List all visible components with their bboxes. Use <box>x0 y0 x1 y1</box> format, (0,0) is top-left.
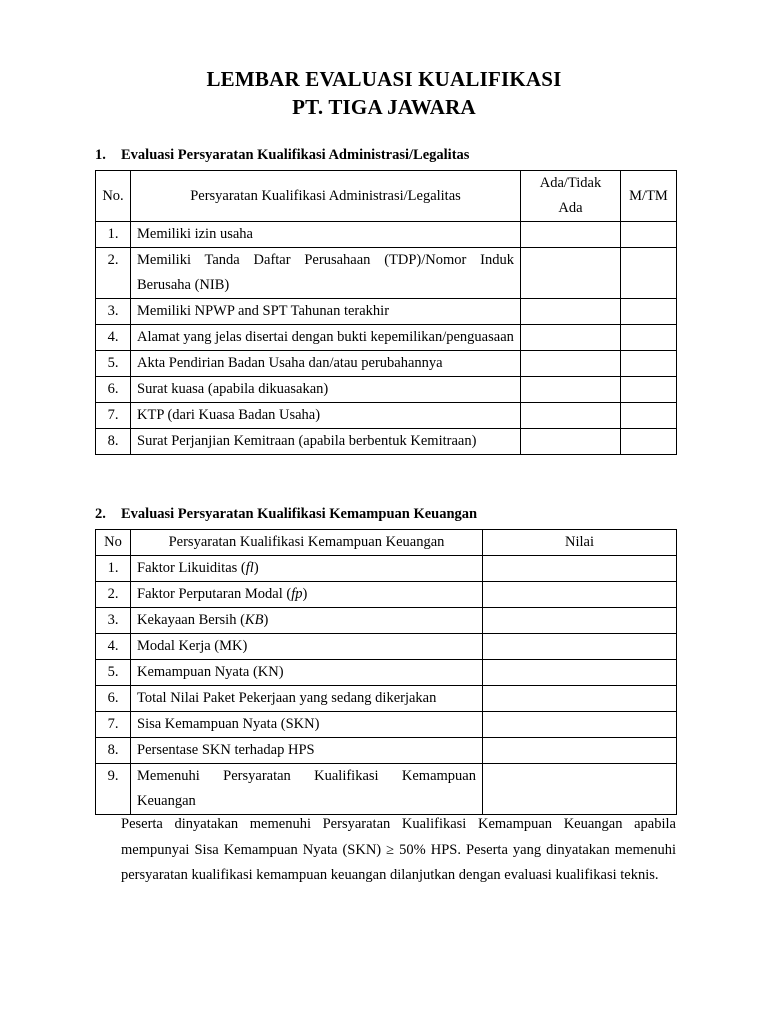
value-cell[interactable] <box>483 634 677 660</box>
row-requirement: Modal Kerja (MK) <box>131 634 483 660</box>
company-name: PT. TIGA JAWARA <box>292 95 476 119</box>
financial-note: Peserta dinyatakan memenuhi Persyaratan Kualifikasi Kemampuan Keuangan apabila mempunyai Sisa Kemampuan Nyata (SKN) ≥ 50% HPS. Peserta yang dinyatakan memenuhi persyaratan kualifikasi kemampuan keuangan dilanjutkan dengan evaluasi kualifikasi teknis. <box>121 816 676 884</box>
row-text: Faktor Likuiditas ( <box>137 560 246 576</box>
row-no: 3. <box>96 608 131 634</box>
table-row <box>96 738 677 764</box>
row-requirement: Sisa Kemampuan Nyata (SKN) <box>131 712 483 738</box>
header-requirement: Persyaratan Kualifikasi Kemampuan Keuangan <box>131 530 483 556</box>
value-cell[interactable] <box>483 738 677 764</box>
section2-heading <box>95 506 477 523</box>
row-italic: fl <box>245 560 254 576</box>
document-title: LEMBAR EVALUASI KUALIFIKASI <box>206 67 562 91</box>
mtm-cell[interactable] <box>621 248 677 299</box>
table-row <box>96 556 677 582</box>
table-row <box>96 377 677 403</box>
row-no: 1. <box>96 222 131 248</box>
row-text: Kekayaan Bersih ( <box>137 612 245 628</box>
row-after: ) <box>253 560 259 576</box>
availability-cell[interactable] <box>521 248 621 299</box>
availability-cell[interactable] <box>521 325 621 351</box>
row-requirement: Memiliki NPWP and SPT Tahunan terakhir <box>131 299 521 325</box>
row-requirement: Alamat yang jelas disertai dengan bukti kepemilikan/penguasaan <box>131 325 521 351</box>
administrative-requirements-table <box>95 170 677 455</box>
header-availability-line1: Ada/Tidak <box>539 175 602 191</box>
financial-requirements-table <box>95 529 677 815</box>
row-no: 7. <box>96 403 131 429</box>
row-requirement: Akta Pendirian Badan Usaha dan/atau perubahannya <box>131 351 521 377</box>
row-no: 2. <box>96 582 131 608</box>
table-row <box>96 248 677 299</box>
table-row <box>96 712 677 738</box>
mtm-cell[interactable] <box>621 222 677 248</box>
row-no: 4. <box>96 634 131 660</box>
value-cell[interactable] <box>483 556 677 582</box>
row-requirement: Kemampuan Nyata (KN) <box>131 660 483 686</box>
mtm-cell[interactable] <box>621 299 677 325</box>
row-no: 7. <box>96 712 131 738</box>
header-no: No. <box>96 171 131 222</box>
header-availability-line2: Ada <box>558 200 583 216</box>
row-no: 4. <box>96 325 131 351</box>
row-no: 5. <box>96 660 131 686</box>
mtm-cell[interactable] <box>621 351 677 377</box>
availability-cell[interactable] <box>521 377 621 403</box>
mtm-cell[interactable] <box>621 325 677 351</box>
row-no: 6. <box>96 377 131 403</box>
mtm-cell[interactable] <box>621 377 677 403</box>
row-no: 8. <box>96 738 131 764</box>
section1-number: 1. <box>95 147 106 163</box>
row-after: ) <box>263 612 269 628</box>
table-row <box>96 608 677 634</box>
table-row <box>96 403 677 429</box>
value-cell[interactable] <box>483 608 677 634</box>
table-row <box>96 660 677 686</box>
mtm-cell[interactable] <box>621 429 677 455</box>
section1-heading <box>95 147 469 164</box>
row-requirement <box>131 556 483 582</box>
header-value: Nilai <box>483 530 677 556</box>
section2-number: 2. <box>95 506 106 522</box>
table-row <box>96 429 677 455</box>
row-no: 3. <box>96 299 131 325</box>
table-row <box>96 351 677 377</box>
availability-cell[interactable] <box>521 222 621 248</box>
header-availability <box>521 171 621 222</box>
row-requirement: Surat Perjanjian Kemitraan (apabila berbentuk Kemitraan) <box>131 429 521 455</box>
value-cell[interactable] <box>483 712 677 738</box>
section1-title: Evaluasi Persyaratan Kualifikasi Administrasi/Legalitas <box>121 147 470 163</box>
row-no: 1. <box>96 556 131 582</box>
table-header-row <box>96 171 677 222</box>
availability-cell[interactable] <box>521 403 621 429</box>
header-no: No <box>96 530 131 556</box>
table-row <box>96 299 677 325</box>
row-text: Faktor Perputaran Modal ( <box>137 586 292 602</box>
row-requirement <box>131 582 483 608</box>
row-requirement: Total Nilai Paket Pekerjaan yang sedang dikerjakan <box>131 686 483 712</box>
row-no: 6. <box>96 686 131 712</box>
availability-cell[interactable] <box>521 351 621 377</box>
table-row <box>96 222 677 248</box>
row-italic: KB <box>244 612 264 628</box>
row-requirement: Memenuhi Persyaratan Kualifikasi Kemampuan Keuangan <box>131 764 483 815</box>
row-no: 2. <box>96 248 131 299</box>
value-cell[interactable] <box>483 660 677 686</box>
row-italic: fp <box>291 586 303 602</box>
header-requirement: Persyaratan Kualifikasi Administrasi/Legalitas <box>131 171 521 222</box>
table-row <box>96 634 677 660</box>
section2-title: Evaluasi Persyaratan Kualifikasi Kemampuan Keuangan <box>121 506 478 522</box>
value-cell[interactable] <box>483 764 677 815</box>
value-cell[interactable] <box>483 686 677 712</box>
table-header-row <box>96 530 677 556</box>
availability-cell[interactable] <box>521 299 621 325</box>
row-requirement: Persentase SKN terhadap HPS <box>131 738 483 764</box>
header-mtm: M/TM <box>621 171 677 222</box>
table-row <box>96 686 677 712</box>
value-cell[interactable] <box>483 582 677 608</box>
table-row <box>96 325 677 351</box>
table-row <box>96 582 677 608</box>
mtm-cell[interactable] <box>621 403 677 429</box>
row-requirement: Memiliki Tanda Daftar Perusahaan (TDP)/Nomor Induk Berusaha (NIB) <box>131 248 521 299</box>
row-requirement: Memiliki izin usaha <box>131 222 521 248</box>
row-no: 8. <box>96 429 131 455</box>
row-after: ) <box>302 586 308 602</box>
availability-cell[interactable] <box>521 429 621 455</box>
row-requirement <box>131 608 483 634</box>
row-no: 9. <box>96 764 131 815</box>
row-no: 5. <box>96 351 131 377</box>
table-row <box>96 764 677 815</box>
row-requirement: KTP (dari Kuasa Badan Usaha) <box>131 403 521 429</box>
row-requirement: Surat kuasa (apabila dikuasakan) <box>131 377 521 403</box>
